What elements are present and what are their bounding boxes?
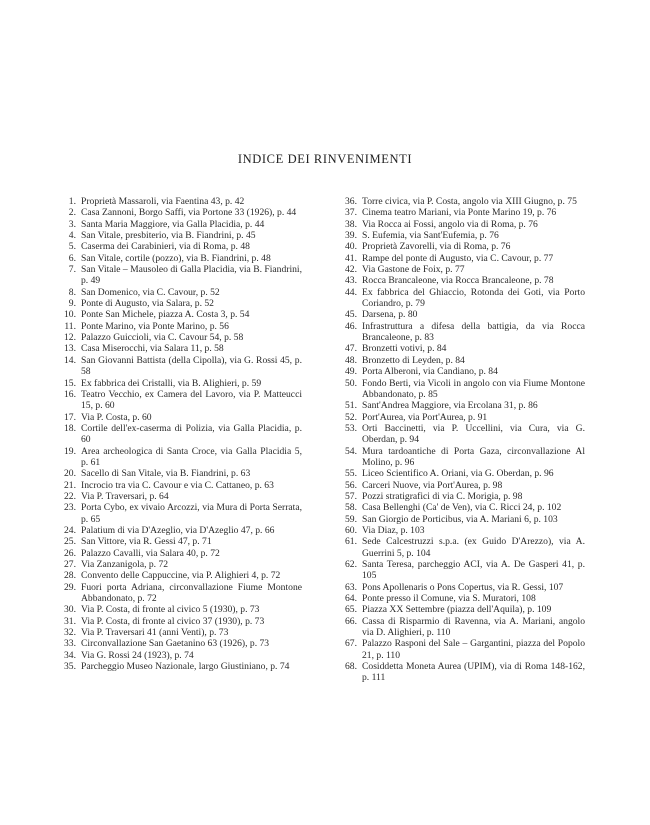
index-entry — [337, 536, 585, 559]
index-entry — [56, 287, 302, 298]
entry-number: 7. — [68, 264, 76, 276]
index-entry — [337, 514, 585, 525]
entry-text: Via Zanzanigola, p. 72 — [81, 559, 169, 570]
index-entry — [56, 627, 302, 638]
index-entry — [337, 480, 585, 491]
entry-text: San Giovanni Battista (della Cipolla), via G. Rossi 45, p. 58 — [81, 354, 302, 378]
entry-text: Carceri Nuove, via Port'Aurea, p. 98 — [362, 479, 503, 491]
entry-number: 37. — [345, 207, 357, 219]
entry-number: 20. — [64, 468, 76, 480]
entry-text: Bronzetto di Leyden, p. 84 — [362, 354, 465, 366]
entry-text: Bronzetti votivi, p. 84 — [362, 343, 447, 355]
entry-number: 45. — [345, 309, 357, 321]
entry-text: Incrocio tra via C. Cavour e via C. Cattaneo, p. 63 — [81, 479, 274, 491]
entry-number: 16. — [64, 388, 76, 400]
entry-text: Casa Miserocchi, via Salara 11, p. 58 — [81, 343, 224, 355]
index-entry — [337, 616, 585, 639]
entry-text: San Giorgio de Porticibus, via A. Mariani 6, p. 103 — [362, 513, 558, 525]
entry-text: Proprietà Zavorelli, via di Roma, p. 76 — [362, 241, 511, 253]
index-entry — [337, 275, 585, 286]
index-entry — [337, 230, 585, 241]
entry-text: Ponte di Augusto, via Salara, p. 52 — [81, 298, 214, 310]
index-entry — [56, 207, 302, 218]
index-entry — [56, 412, 302, 423]
entry-text: Convento delle Cappuccine, via P. Alighieri 4, p. 72 — [81, 570, 281, 582]
entry-text: Circonvallazione San Gaetanino 63 (1926), p. 73 — [81, 638, 270, 650]
entry-number: 60. — [345, 524, 357, 536]
index-entry — [56, 525, 302, 536]
entry-number: 24. — [64, 524, 76, 536]
index-entry — [56, 241, 302, 252]
index-entry — [337, 309, 585, 320]
entry-number: 31. — [64, 615, 76, 627]
index-entry — [56, 378, 302, 389]
entry-number: 44. — [345, 286, 357, 298]
entry-number: 66. — [345, 615, 357, 627]
entry-text: Palazzo Cavalli, via Salara 40, p. 72 — [81, 547, 220, 559]
entry-number: 65. — [345, 604, 357, 616]
entry-number: 36. — [345, 196, 357, 207]
entry-text: San Vitale – Mausoleo di Galla Placidia, via B. Fiandrini, p. 49 — [81, 264, 302, 287]
index-entry — [56, 423, 302, 446]
entry-text: Fondo Berti, via Vicoli in angolo con via Fiume Montone Abbandonato, p. 85 — [362, 377, 585, 400]
entry-number: 32. — [64, 627, 76, 639]
index-entry — [56, 343, 302, 354]
entry-number: 12. — [64, 332, 76, 344]
entry-text: Santa Maria Maggiore, via Galla Placidia, p. 44 — [81, 218, 265, 230]
entry-number: 28. — [64, 570, 76, 582]
index-entry — [56, 389, 302, 412]
entry-text: Via G. Rossi 24 (1923), p. 74 — [81, 649, 194, 661]
entry-text: Cassa di Risparmio di Ravenna, via A. Mariani, angolo via D. Alighieri, p. 110 — [362, 615, 585, 639]
index-entry — [337, 468, 585, 479]
index-entry — [337, 196, 585, 207]
entry-number: 55. — [345, 468, 357, 480]
index-entry — [337, 400, 585, 411]
entry-number: 38. — [345, 218, 357, 230]
entry-number: 59. — [345, 513, 357, 525]
entry-number: 21. — [64, 479, 76, 491]
index-entry — [56, 650, 302, 661]
entry-text: Via P. Traversari 41 (anni Venti), p. 73 — [81, 627, 229, 639]
index-column-right — [337, 196, 585, 684]
entry-number: 48. — [345, 354, 357, 366]
entry-number: 1. — [68, 196, 76, 207]
entry-number: 27. — [64, 559, 76, 570]
entry-text: Cosiddetta Moneta Aurea (UPIM), via di Roma 148-162, p. 111 — [362, 661, 585, 684]
index-entry — [56, 570, 302, 581]
entry-number: 49. — [345, 366, 357, 378]
index-column-left — [56, 196, 302, 672]
index-entry — [56, 491, 302, 502]
entry-text: San Vittore, via R. Gessi 47, p. 71 — [81, 536, 212, 548]
entry-number: 33. — [64, 638, 76, 650]
entry-number: 41. — [345, 252, 357, 264]
entry-number: 53. — [345, 422, 357, 434]
entry-text: Sant'Andrea Maggiore, via Ercolana 31, p. 86 — [362, 400, 538, 412]
entry-number: 13. — [64, 343, 76, 355]
index-entry — [56, 309, 302, 320]
entry-number: 10. — [64, 309, 76, 321]
index-entry — [337, 219, 585, 230]
entry-number: 57. — [345, 490, 357, 502]
entry-number: 29. — [64, 581, 76, 593]
index-entry — [337, 593, 585, 604]
entry-text: Proprietà Massaroli, via Faentina 43, p. 42 — [81, 196, 245, 207]
entry-number: 52. — [345, 411, 357, 423]
entry-number: 47. — [345, 343, 357, 355]
index-entry — [337, 502, 585, 513]
index-entry — [337, 264, 585, 275]
index-entry — [337, 525, 585, 536]
entry-text: Infrastruttura a difesa della battigia, da via Rocca Brancaleone, p. 83 — [362, 320, 585, 344]
entry-number: 9. — [68, 298, 76, 310]
entry-number: 63. — [345, 581, 357, 593]
entry-number: 26. — [64, 547, 76, 559]
index-entry — [56, 480, 302, 491]
entry-text: Parcheggio Museo Nazionale, largo Giustiniano, p. 74 — [81, 661, 290, 673]
entry-number: 67. — [345, 638, 357, 650]
entry-text: Ex fabbrica dei Cristalli, via B. Alighieri, p. 59 — [81, 377, 262, 389]
entry-text: Porta Alberoni, via Candiano, p. 84 — [362, 366, 498, 378]
index-entry — [56, 264, 302, 287]
entry-number: 5. — [68, 241, 76, 253]
entry-number: 18. — [64, 422, 76, 434]
index-entry — [56, 661, 302, 672]
entry-text: Ponte San Michele, piazza A. Costa 3, p. 54 — [81, 309, 250, 321]
entry-number: 23. — [64, 502, 76, 514]
index-entry — [337, 366, 585, 377]
entry-number: 15. — [64, 377, 76, 389]
entry-number: 62. — [345, 559, 357, 570]
entry-text: Via P. Traversari, p. 64 — [81, 490, 169, 502]
entry-text: Pons Apollenaris o Pons Copertus, via R. Gessi, 107 — [362, 581, 564, 593]
entry-number: 22. — [64, 490, 76, 502]
index-entry — [337, 638, 585, 661]
index-entry — [337, 661, 585, 684]
entry-text: Pozzi stratigrafici di via C. Morigia, p. 98 — [362, 490, 523, 502]
entry-number: 42. — [345, 264, 357, 276]
entry-text: Port'Aurea, via Port'Aurea, p. 91 — [362, 411, 488, 423]
entry-number: 68. — [345, 661, 357, 673]
index-entry — [337, 321, 585, 344]
entry-number: 2. — [68, 207, 76, 219]
entry-text: Ex fabbrica del Ghiaccio, Rotonda dei Goti, via Porto Coriandro, p. 79 — [362, 286, 585, 310]
entry-text: Rampe del ponte di Augusto, via C. Cavour, p. 77 — [362, 252, 554, 264]
entry-number: 58. — [345, 502, 357, 514]
entry-text: Mura tardoantiche di Porta Gaza, circonvallazione Al Molino, p. 96 — [362, 445, 585, 468]
entry-text: Via P. Costa, di fronte al civico 5 (1930), p. 73 — [81, 604, 260, 616]
entry-number: 17. — [64, 411, 76, 423]
index-entry — [337, 559, 585, 582]
index-entry — [337, 343, 585, 354]
index-entry — [56, 616, 302, 627]
entry-text: Torre civica, via P. Costa, angolo via XIII Giugno, p. 75 — [362, 196, 577, 207]
entry-text: Ponte presso il Comune, via S. Muratori, 108 — [362, 593, 536, 605]
entry-text: San Vitale, cortile (pozzo), via B. Fiandrini, p. 48 — [81, 252, 271, 264]
index-entry — [56, 230, 302, 241]
index-entry — [56, 219, 302, 230]
entry-text: Palazzo Guiccioli, via C. Cavour 54, p. 58 — [81, 332, 244, 344]
entry-number: 30. — [64, 604, 76, 616]
index-entry — [56, 196, 302, 207]
entry-text: S. Eufemia, via Sant'Eufemia, p. 76 — [362, 230, 499, 242]
index-entry — [337, 582, 585, 593]
entry-number: 14. — [64, 354, 76, 366]
index-entry — [56, 559, 302, 570]
index-entry — [56, 468, 302, 479]
entry-text: Teatro Vecchio, ex Camera del Lavoro, via P. Matteucci 15, p. 60 — [81, 388, 302, 412]
entry-text: Ponte Marino, via Ponte Marino, p. 56 — [81, 320, 229, 332]
entry-text: Piazza XX Settembre (piazza dell'Aquila), p. 109 — [362, 604, 552, 616]
index-entry — [56, 298, 302, 309]
entry-number: 51. — [345, 400, 357, 412]
entry-number: 11. — [64, 320, 76, 332]
index-entry — [337, 412, 585, 423]
entry-text: Casa Zannoni, Borgo Saffi, via Portone 33 (1926), p. 44 — [81, 207, 297, 219]
index-entry — [337, 253, 585, 264]
entry-number: 46. — [345, 320, 357, 332]
entry-text: Caserma dei Carabinieri, via di Roma, p. 48 — [81, 241, 250, 253]
index-entry — [56, 332, 302, 343]
index-entry — [56, 253, 302, 264]
entry-text: Liceo Scientifico A. Oriani, via G. Oberdan, p. 96 — [362, 468, 554, 480]
entry-text: Casa Bellenghi (Ca' de Ven), via C. Ricci 24, p. 102 — [362, 502, 562, 514]
entry-text: Orti Baccinetti, via P. Uccellini, via Cura, via G. Oberdan, p. 94 — [362, 422, 585, 446]
entry-text: San Vitale, presbiterio, via B. Fiandrini, p. 45 — [81, 230, 256, 242]
entry-text: Fuori porta Adriana, circonvallazione Fiume Montone Abbandonato, p. 72 — [81, 581, 302, 605]
entry-number: 19. — [64, 445, 76, 457]
entry-number: 50. — [345, 377, 357, 389]
entry-number: 25. — [64, 536, 76, 548]
entry-number: 34. — [64, 649, 76, 661]
entry-number: 61. — [345, 536, 357, 548]
entry-text: Darsena, p. 80 — [362, 309, 418, 321]
index-entry — [56, 582, 302, 605]
index-entry — [337, 491, 585, 502]
entry-text: Sede Calcestruzzi s.p.a. (ex Guido D'Arezzo), via A. Guerrini 5, p. 104 — [362, 536, 585, 559]
index-entry — [56, 446, 302, 469]
entry-number: 40. — [345, 241, 357, 253]
index-entry — [56, 536, 302, 547]
entry-number: 35. — [64, 661, 76, 673]
entry-number: 56. — [345, 479, 357, 491]
index-entry — [337, 423, 585, 446]
index-entry — [56, 548, 302, 559]
index-entry — [56, 502, 302, 525]
entry-text: Via P. Costa, p. 60 — [81, 411, 152, 423]
entry-number: 4. — [68, 230, 76, 242]
index-entry — [56, 638, 302, 649]
entry-text: Santa Teresa, parcheggio ACI, via A. De Gasperi 41, p. 105 — [362, 559, 585, 582]
index-entry — [337, 355, 585, 366]
entry-text: Via P. Costa, di fronte al civico 37 (1930), p. 73 — [81, 615, 265, 627]
index-entry — [337, 604, 585, 615]
entry-number: 64. — [345, 593, 357, 605]
entry-text: Cortile dell'ex-caserma di Polizia, via Galla Placidia, p. 60 — [81, 422, 302, 446]
index-entry — [337, 241, 585, 252]
entry-text: Via Rocca ai Fossi, angolo via di Roma, p. 76 — [362, 218, 538, 230]
index-entry — [337, 287, 585, 310]
index-entry — [56, 321, 302, 332]
entry-text: Area archeologica di Santa Croce, via Galla Placidia 5, p. 61 — [81, 445, 302, 468]
page-title: INDICE DEI RINVENIMENTI — [237, 152, 413, 166]
entry-text: Rocca Brancaleone, via Rocca Brancaleone, p. 78 — [362, 275, 554, 287]
entry-text: Palazzo Rasponi del Sale – Gargantini, piazza del Popolo 21, p. 110 — [362, 638, 585, 661]
entry-text: Cinema teatro Mariani, via Ponte Marino 19, p. 76 — [362, 207, 557, 219]
entry-text: Palatium di via D'Azeglio, via D'Azeglio 47, p. 66 — [81, 524, 275, 536]
entry-number: 54. — [345, 445, 357, 457]
index-entry — [56, 355, 302, 378]
entry-number: 43. — [345, 275, 357, 287]
index-entry — [56, 604, 302, 615]
index-entry — [337, 378, 585, 401]
entry-text: Via Gastone de Foix, p. 77 — [362, 264, 465, 276]
entry-number: 6. — [68, 252, 76, 264]
entry-text: Via Diaz, p. 103 — [362, 524, 425, 536]
entry-number: 3. — [68, 218, 76, 230]
entry-number: 8. — [68, 286, 76, 298]
entry-text: Porta Cybo, ex vivaio Arcozzi, via Mura di Porta Serrata, p. 65 — [81, 502, 302, 525]
entry-text: Sacello di San Vitale, via B. Fiandrini, p. 63 — [81, 468, 251, 480]
entry-number: 39. — [345, 230, 357, 242]
entry-text: San Domenico, via C. Cavour, p. 52 — [81, 286, 220, 298]
index-entry — [337, 446, 585, 469]
index-entry — [337, 207, 585, 218]
